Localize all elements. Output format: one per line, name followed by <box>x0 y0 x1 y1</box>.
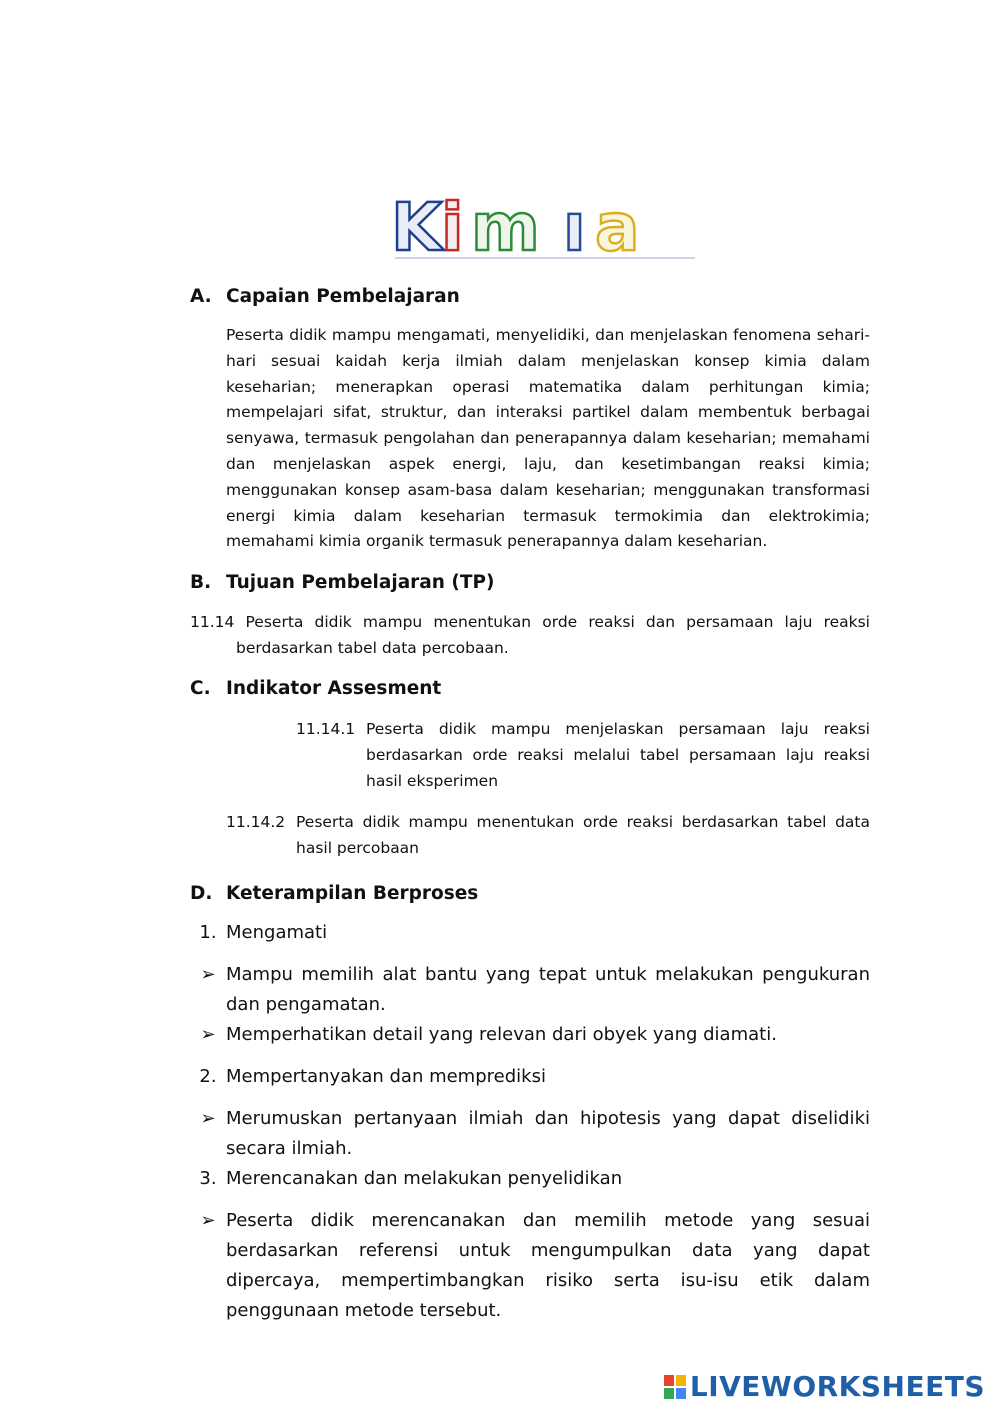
section-a-heading <box>190 286 870 307</box>
section-d-title: Keterampilan Berproses <box>226 883 479 905</box>
arrow-bullet-icon: ➢ <box>200 964 216 986</box>
skill-bullet <box>190 960 870 1020</box>
logo-letter-k: K <box>391 192 443 262</box>
logo-letter-i: i <box>441 192 464 262</box>
indicator-number: 11.14.2 <box>226 813 286 832</box>
skill-bullet <box>190 1206 870 1326</box>
kimia-logo <box>385 192 705 262</box>
tp-item-number: 11.14 <box>190 613 235 632</box>
skill-bullet-text: Merumuskan pertanyaan ilmiah dan hipotesis yang dapat diselidiki secara ilmiah. <box>226 1108 870 1160</box>
section-a-title: Capaian Pembelajaran <box>226 286 460 307</box>
indicator-item <box>190 809 870 861</box>
tp-item <box>190 609 870 661</box>
section-b-title: Tujuan Pembelajaran (TP) <box>226 572 495 594</box>
brand-name: LIVEWORKSHEETS <box>689 1370 985 1403</box>
skill-bullet-text: Memperhatikan detail yang relevan dari obyek yang diamati. <box>226 1024 777 1046</box>
document-body <box>190 286 870 1326</box>
section-a-body: Peserta didik mampu mengamati, menyelidiki, dan menjelaskan fenomena sehari-hari sesuai kaidah kerja ilmiah dalam menjelaskan konsep kimia dalam keseharian; menerapkan operasi matematika dalam perhitungan kimia; mempelajari sifat, struktur, dan interaksi partikel dalam membentuk berbagai senyawa, termasuk pengolahan dan penerapannya dalam keseharian; memahami dan menjelaskan aspek energi, laju, dan kesetimbangan reaksi kimia; menggunakan konsep asam-basa dalam keseharian; menggunakan transformasi energi kimia dalam keseharian termasuk termokimia dan elektrokimia; memahami kimia organik termasuk penerapannya dalam keseharian. <box>226 326 870 551</box>
skill-bullet <box>190 1020 870 1050</box>
skill-bullet-text: Peserta didik merencanakan dan memilih metode yang sesuai berdasarkan referensi untuk mengumpulkan data yang dapat dipercaya, mempertimbangkan risiko serta isu-isu etik dalam penggunaan metode tersebut. <box>226 1210 870 1322</box>
skill-group-label: Mempertanyakan dan memprediksi <box>226 1066 546 1088</box>
indicator-text: Peserta didik mampu menentukan orde reaksi berdasarkan tabel data hasil percobaan <box>296 813 870 858</box>
skill-group-title <box>190 918 870 948</box>
skill-group-label: Mengamati <box>226 922 328 944</box>
skill-group-label: Merencanakan dan melakukan penyelidikan <box>226 1168 623 1190</box>
liveworksheets-logo-icon <box>664 1375 686 1399</box>
arrow-bullet-icon: ➢ <box>200 1024 216 1046</box>
skill-group-number: 3. <box>199 1168 217 1190</box>
section-b-heading <box>190 572 870 593</box>
logo-letter-i2: ı <box>563 192 586 262</box>
arrow-bullet-icon: ➢ <box>200 1210 216 1232</box>
section-c-title: Indikator Assesment <box>226 678 442 700</box>
tp-item-text: Peserta didik mampu menentukan orde reaksi dan persamaan laju reaksi berdasarkan tabel data percobaan. <box>236 613 870 658</box>
logo-letter-a: a <box>595 192 640 262</box>
indicator-item <box>190 716 870 794</box>
indicator-text: Peserta didik mampu menjelaskan persamaan laju reaksi berdasarkan orde reaksi melalui tabel persamaan laju reaksi hasil eksperimen <box>366 720 870 791</box>
skill-group-title <box>190 1062 870 1092</box>
section-c-heading <box>190 678 870 699</box>
section-a-letter: A. <box>190 286 212 307</box>
liveworksheets-brand <box>664 1370 985 1403</box>
arrow-bullet-icon: ➢ <box>200 1108 216 1130</box>
section-d-heading <box>190 883 870 904</box>
skill-group-number: 2. <box>199 1066 217 1088</box>
skill-bullet <box>190 1104 870 1164</box>
section-b-letter: B. <box>190 572 212 594</box>
section-c-letter: C. <box>190 678 211 700</box>
kimia-logo-image <box>385 192 705 262</box>
logo-letter-m: m <box>471 192 540 262</box>
section-d-letter: D. <box>190 883 213 905</box>
skill-group-number: 1. <box>199 922 217 944</box>
skill-bullet-text: Mampu memilih alat bantu yang tepat untuk melakukan pengukuran dan pengamatan. <box>226 964 870 1016</box>
skill-group-title <box>190 1164 870 1194</box>
indicator-number: 11.14.1 <box>296 720 356 739</box>
